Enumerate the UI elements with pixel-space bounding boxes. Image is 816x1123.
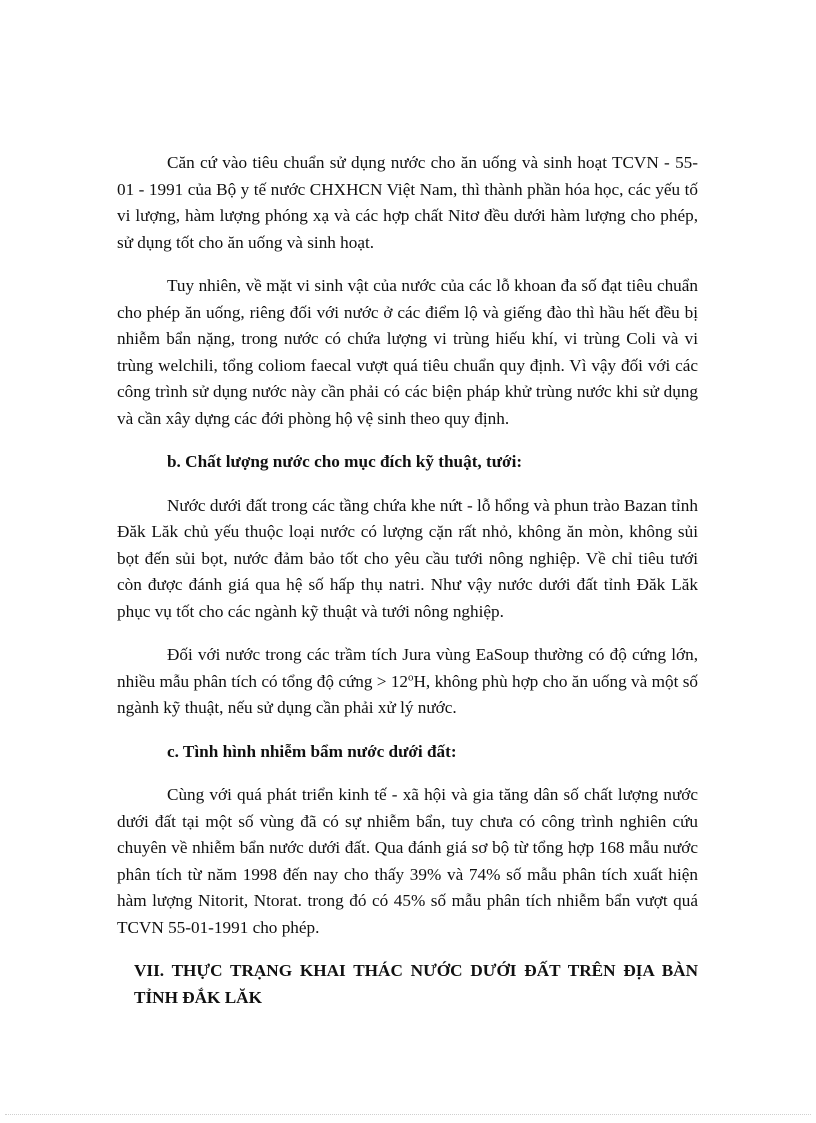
- paragraph-pollution-assessment: Cùng với quá phát triển kinh tế - xã hội và gia tăng dân số chất lượng nước dưới đất tại một số vùng đã có sự nhiễm bẩn, tuy chưa có công trình nghiên cứu chuyên về nhiễm bẩn nước dưới đất. Qua đánh giá sơ bộ từ tổng hợp 168 mẫu nước phân tích từ năm 1998 đến nay cho thấy 39% và 74% số mẫu phân tích xuất hiện hàm lượng Nitorit, Ntorat. trong đó có 45% số mẫu phân tích nhiễm bẩn vượt quá TCVN 55-01-1991 cho phép.: [117, 785, 698, 937]
- hardness-text-after: H, không phù hợp cho ăn uống và một số ngành kỹ thuật, nếu sử dụng cần phải xử lý nước.: [117, 671, 698, 717]
- paragraph-microbiology: Tuy nhiên, về mặt vi sinh vật của nước của các lỗ khoan đa số đạt tiêu chuẩn cho phép ăn uống, riêng đối với nước ở các điểm lộ và giếng đào thì hầu hết đều bị nhiễm bẩn nặng, trong nước có chứa lượng vi trùng hiếu khí, vi trùng Coli và vi trùng welchili, tổng coliom faecal vượt quá tiêu chuẩn quy định. Vì vậy đối với các công trình sử dụng nước này cần phải có các biện pháp khử trùng nước khi sử dụng và cần xây dựng các đới phòng hộ vệ sinh theo quy định.: [117, 276, 698, 428]
- section-heading-vii: VII. THỰC TRẠNG KHAI THÁC NƯỚC DƯỚI ĐẤT TRÊN ĐỊA BÀN TỈNH ĐẮK LĂK: [134, 961, 698, 1007]
- hardness-text-before: Đối với nước trong các trầm tích Jura vùng EaSoup thường có độ cứng lớn, nhiều mẫu phân tích có tổng độ cứng > 12: [117, 645, 698, 691]
- degree-superscript: o: [408, 670, 414, 683]
- paragraph-basalt-aquifer: Nước dưới đất trong các tầng chứa khe nứt - lỗ hổng và phun trào Bazan tỉnh Đăk Lăk chủ yếu thuộc loại nước có lượng cặn rất nhỏ, không ăn mòn, không sủi bọt đến sủi bọt, nước đảm bảo tốt cho yêu cầu tưới nông nghiệp. Về chỉ tiêu tưới còn được đánh giá qua hệ số hấp thụ natri. Như vậy nước dưới đất tỉnh Đăk Lăk phục vụ tốt cho các ngành kỹ thuật và tưới nông nghiệp.: [117, 495, 698, 621]
- footer-divider: [5, 1114, 811, 1115]
- paragraph-jura-hardness: [117, 642, 698, 722]
- paragraph-standard-compliance: Căn cứ vào tiêu chuẩn sử dụng nước cho ăn uống và sinh hoạt TCVN - 55-01 - 1991 của Bộ y tế nước CHXHCN Việt Nam, thì thành phần hóa học, các yếu tố vi lượng, hàm lượng phóng xạ và các hợp chất Nitơ đều dưới hàm lượng cho phép, sử dụng tốt cho ăn uống và sinh hoạt.: [117, 153, 698, 252]
- heading-technical-irrigation-quality: b. Chất lượng nước cho mục đích kỹ thuật, tưới:: [167, 452, 523, 471]
- heading-groundwater-pollution: c. Tình hình nhiễm bẩm nước dưới đất:: [167, 741, 457, 761]
- document-body: [117, 150, 698, 1011]
